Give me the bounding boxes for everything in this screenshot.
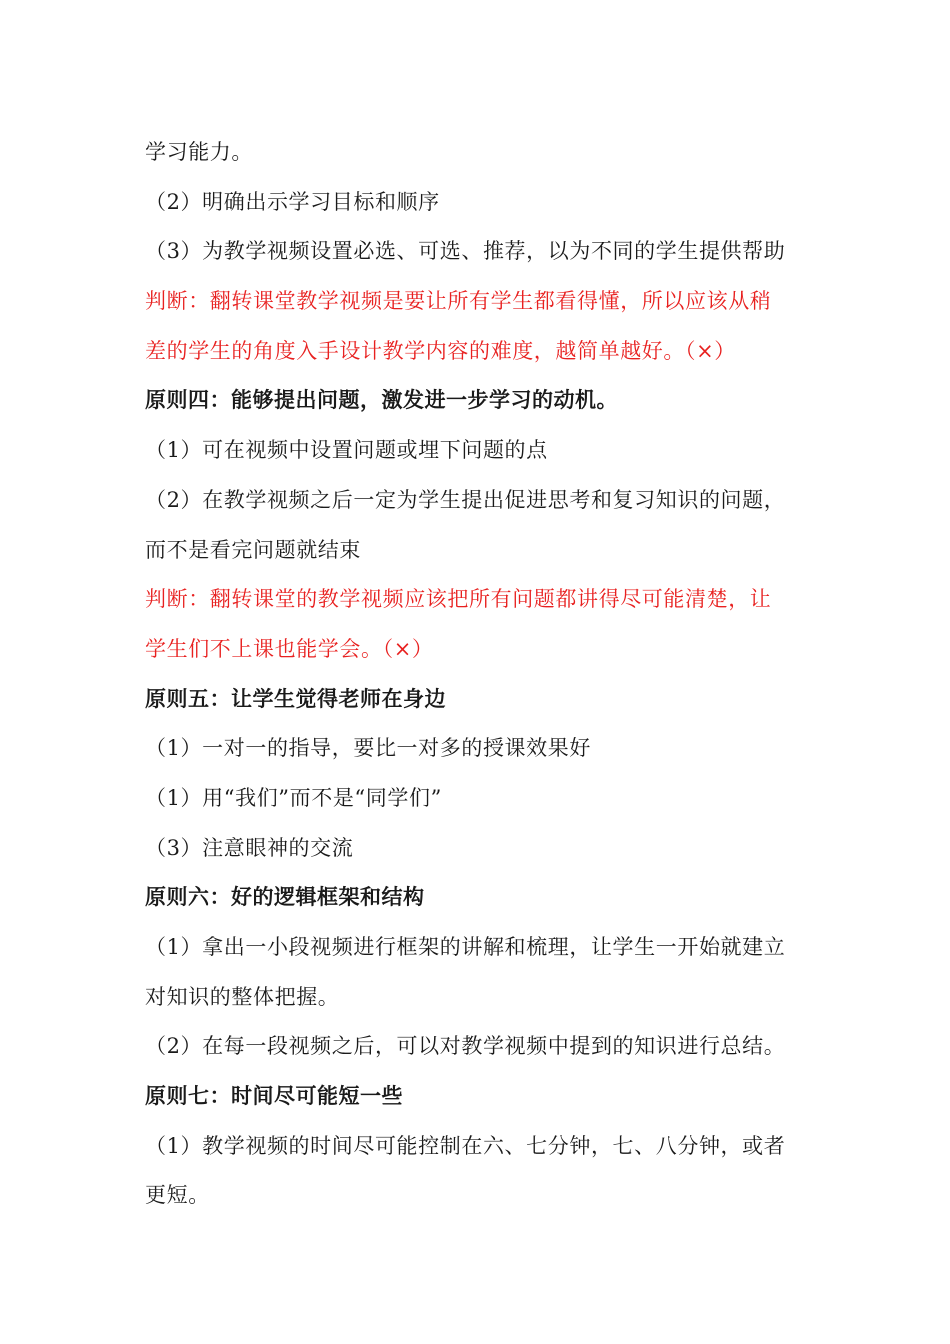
text-line-14: （1）用“我们”而不是“同学们” (145, 785, 442, 810)
text-line-1: 学习能力。 (145, 140, 253, 164)
text-line-9: 而不是看完问题就结束 (145, 537, 361, 562)
text-line-19: （2）在每一段视频之后，可以对教学视频中提到的知识进行总结。 (145, 1034, 786, 1059)
principle-five-heading: 原则五：让学生觉得老师在身边 (145, 686, 446, 711)
text-line-8: （2）在教学视频之后一定为学生提出促进思考和复习知识的问题， (145, 487, 786, 512)
text-line-7: （1）可在视频中设置问题或埋下问题的点 (145, 438, 548, 463)
document-body (145, 128, 813, 1221)
principle-four-heading: 原则四：能够提出问题，激发进一步学习的动机。 (145, 388, 618, 413)
text-line-2: （2）明确出示学习目标和顺序 (145, 189, 440, 214)
principle-seven-heading: 原则七：时间尽可能短一些 (145, 1084, 403, 1109)
text-line-18: 对知识的整体把握。 (145, 984, 340, 1009)
judgment-line-2b: 学生们不上课也能学会。（×） (145, 636, 434, 661)
text-line-13: （1）一对一的指导，要比一对多的授课效果好 (145, 736, 591, 761)
text-line-22: 更短。 (145, 1183, 210, 1208)
text-line-15: （3）注意眼神的交流 (145, 835, 354, 860)
judgment-line-1b: 差的学生的角度入手设计教学内容的难度，越简单越好。（×） (145, 338, 736, 363)
text-line-17: （1）拿出一小段视频进行框架的讲解和梳理，让学生一开始就建立 (145, 935, 786, 959)
text-line-21: （1）教学视频的时间尽可能控制在六、七分钟，七、八分钟，或者 (145, 1133, 786, 1158)
judgment-line-2a: 判断：翻转课堂的教学视频应该把所有问题都讲得尽可能清楚，让 (145, 587, 772, 612)
text-line-3: （3）为教学视频设置必选、可选、推荐，以为不同的学生提供帮助 (145, 239, 786, 264)
judgment-line-1a: 判断：翻转课堂教学视频是要让所有学生都看得懂，所以应该从稍 (145, 289, 772, 314)
principle-six-heading: 原则六：好的逻辑框架和结构 (145, 885, 425, 910)
